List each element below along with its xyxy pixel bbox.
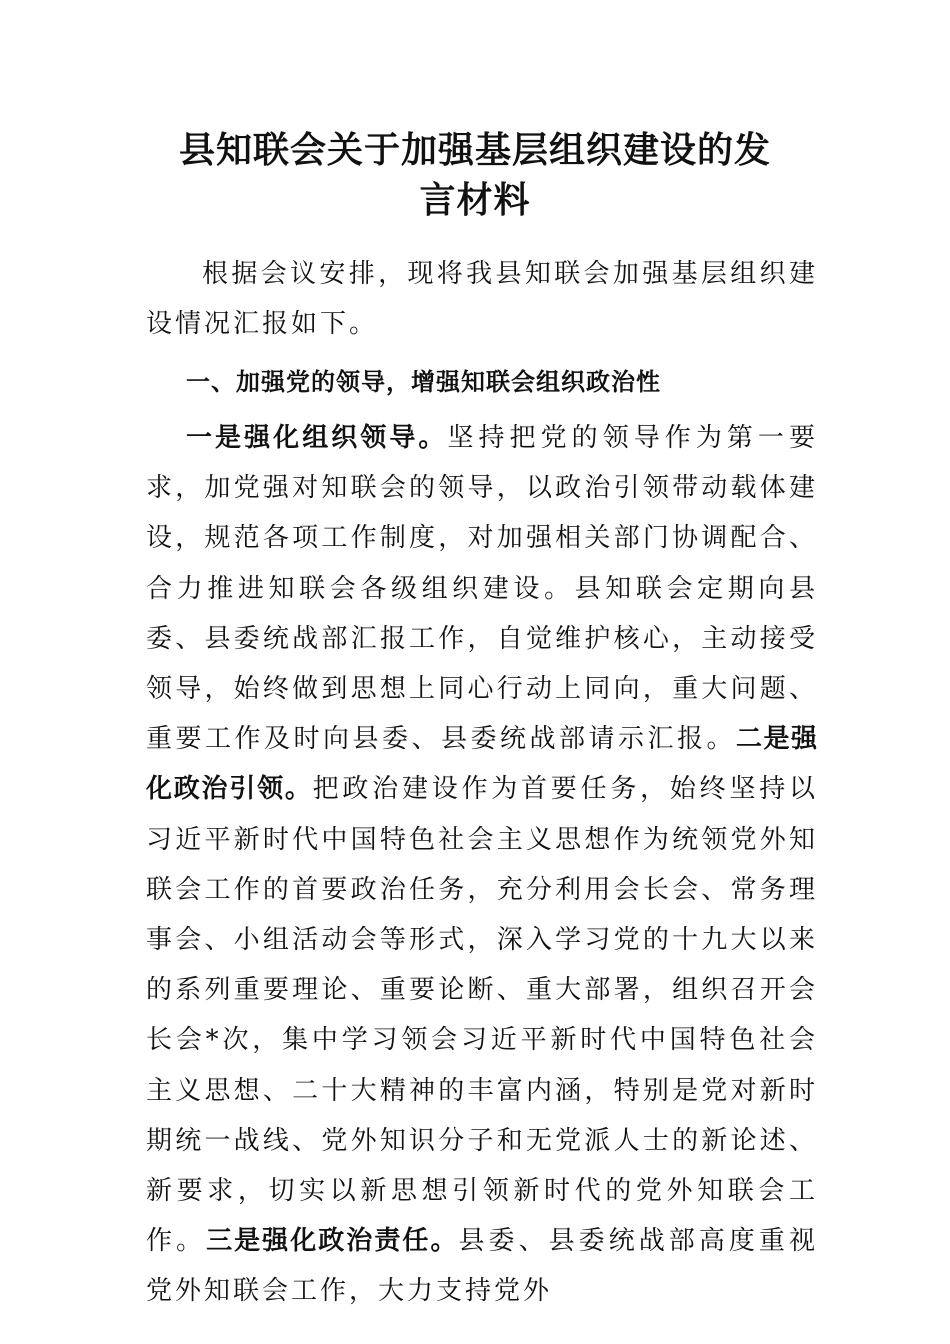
- text-organization: 坚持把党的领导作为第一要求，加党强对知联会的领导，以政治引领带动载体建设，规范各项工作制度，对加强相关部门协调配合、合力推进知联会各级组织建设。县知联会定期向县委、县委统战部汇报工作，自觉维护核心，主动接受领导，始终做到思想上同心行动上同向，重大问题、重要工作及时向县委、县委统战部请示汇报。: [146, 423, 818, 755]
- document-title-line2: 言材料: [419, 179, 531, 221]
- document-title-line1: 县知联会关于加强基层组织建设的发: [178, 129, 771, 171]
- lead-political-guidance: 二是强化政治引领。: [146, 724, 818, 805]
- lead-political-responsibility: 三是强化政治责任。: [206, 1226, 459, 1257]
- lead-organization: 一是强化组织领导。: [186, 423, 448, 453]
- section1-paragraph: [146, 413, 818, 1317]
- intro-paragraph: 根据会议安排，现将我县知联会加强基层组织建设情况汇报如下。: [146, 259, 818, 340]
- text-political-responsibility: 县委、县委统战部高度重视党外知联会工作，大力支持党外: [146, 1226, 818, 1307]
- text-political-guidance: 把政治建设作为首要任务，始终坚持以习近平新时代中国特色社会主义思想作为统领党外知联会工作的首要政治任务，充分利用会长会、常务理事会、小组活动会等形式，深入学习党的十九大以来的系列重要理论、重要论断、重大部署，组织召开会长会*次，集中学习领会习近平新时代中国特色社会主义思想、二十大精神的丰富内涵，特别是党对新时期统一战线、党外知识分子和无党派人士的新论述、新要求，切实以新思想引领新时代的党外知联会工作。: [146, 774, 818, 1257]
- section-heading-1: 一、加强党的领导，增强知联会组织政治性: [186, 368, 661, 396]
